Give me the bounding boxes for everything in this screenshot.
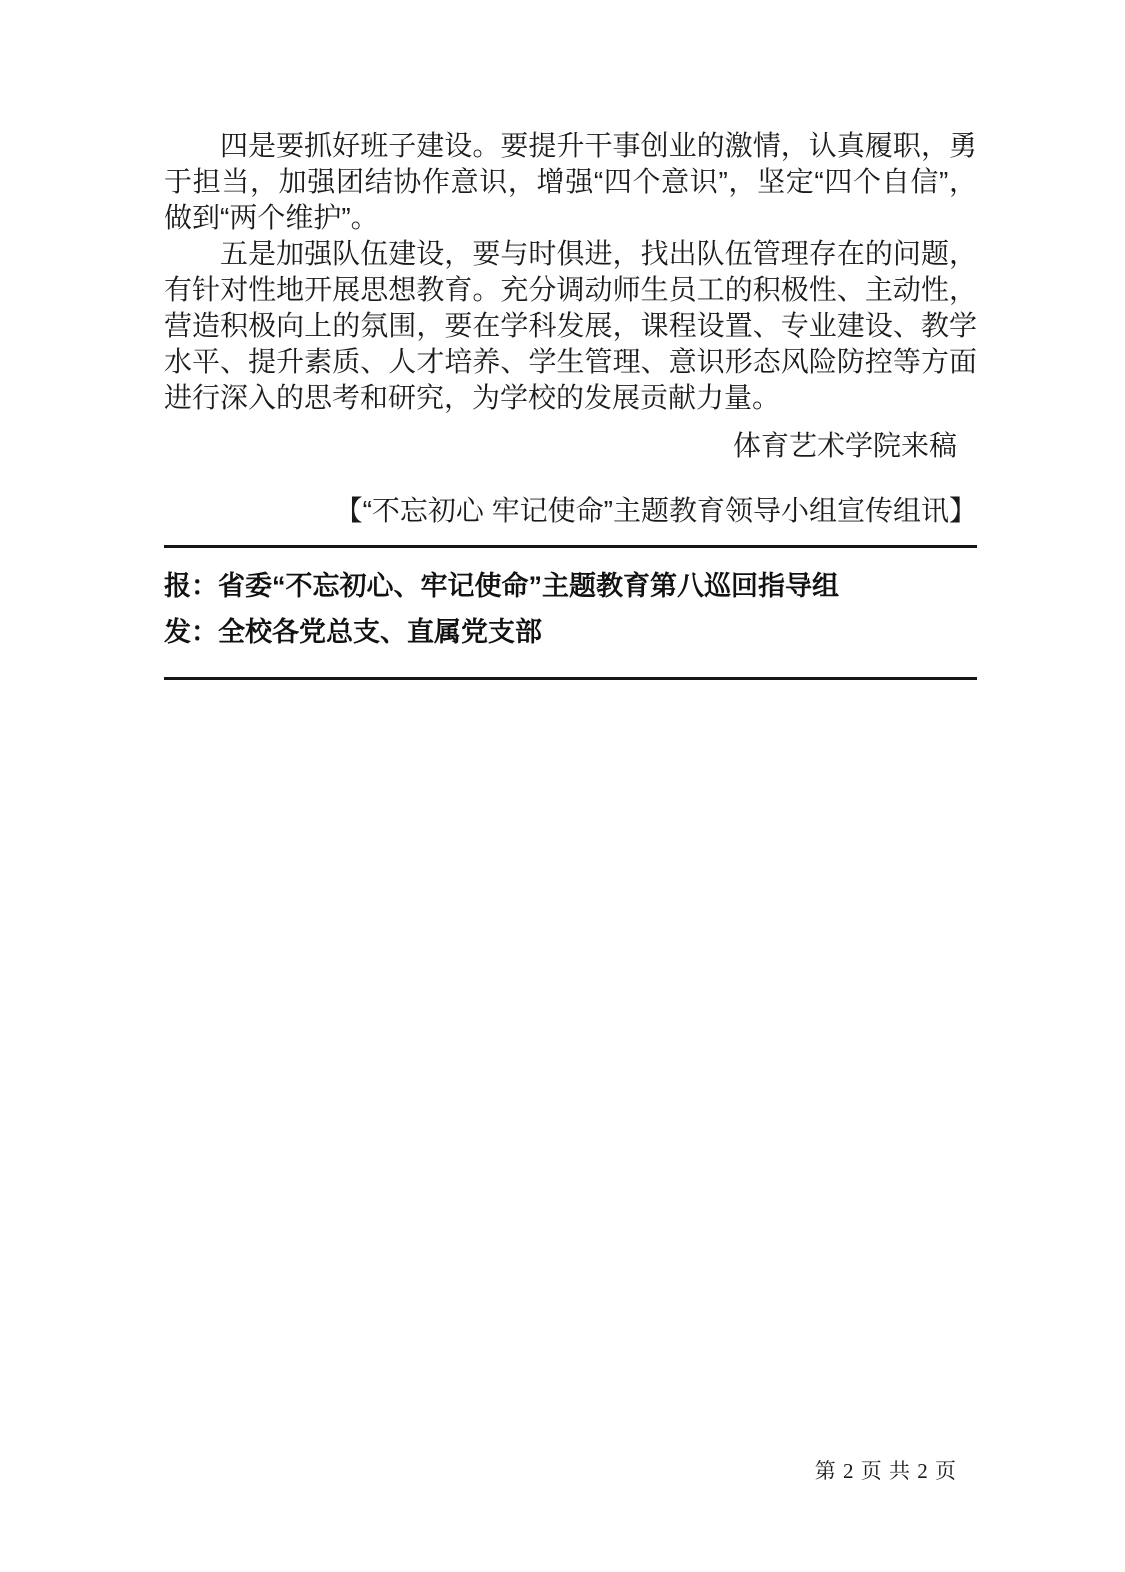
attribution-line: 体育艺术学院来稿 xyxy=(732,430,957,461)
body-paragraph-2: 五是加强队伍建设，要与时俱进，找出队伍管理存在的问题，有针对性地开展思想教育。充分调动师生员工的积极性、主动性，营造积极向上的氛围，要在学科发展，课程设置、专业建设、教学水平、提升素质、人才培养、学生管理、意识形态风险防控等方面进行深入的思考和研究，为学校的发展贡献力量。 xyxy=(164,238,977,413)
distribution-line: 发：全校各党总支、直属党支部 xyxy=(164,617,542,647)
page-number: 第 2 页 共 2 页 xyxy=(814,1459,957,1483)
divider-top xyxy=(164,545,977,548)
bulletin-heading: 【“不忘初心 牢记使命”主题教育领导小组宣传组讯】 xyxy=(334,495,977,526)
document-content xyxy=(164,128,977,680)
divider-bottom xyxy=(164,677,977,680)
report-to-line: 报：省委“不忘初心、牢记使命”主题教育第八巡回指导组 xyxy=(164,571,839,601)
body-paragraph-1: 四是要抓好班子建设。要提升干事创业的激情，认真履职，勇于担当，加强团结协作意识，增强“四个意识”，坚定“四个自信”，做到“两个维护”。 xyxy=(164,130,977,233)
